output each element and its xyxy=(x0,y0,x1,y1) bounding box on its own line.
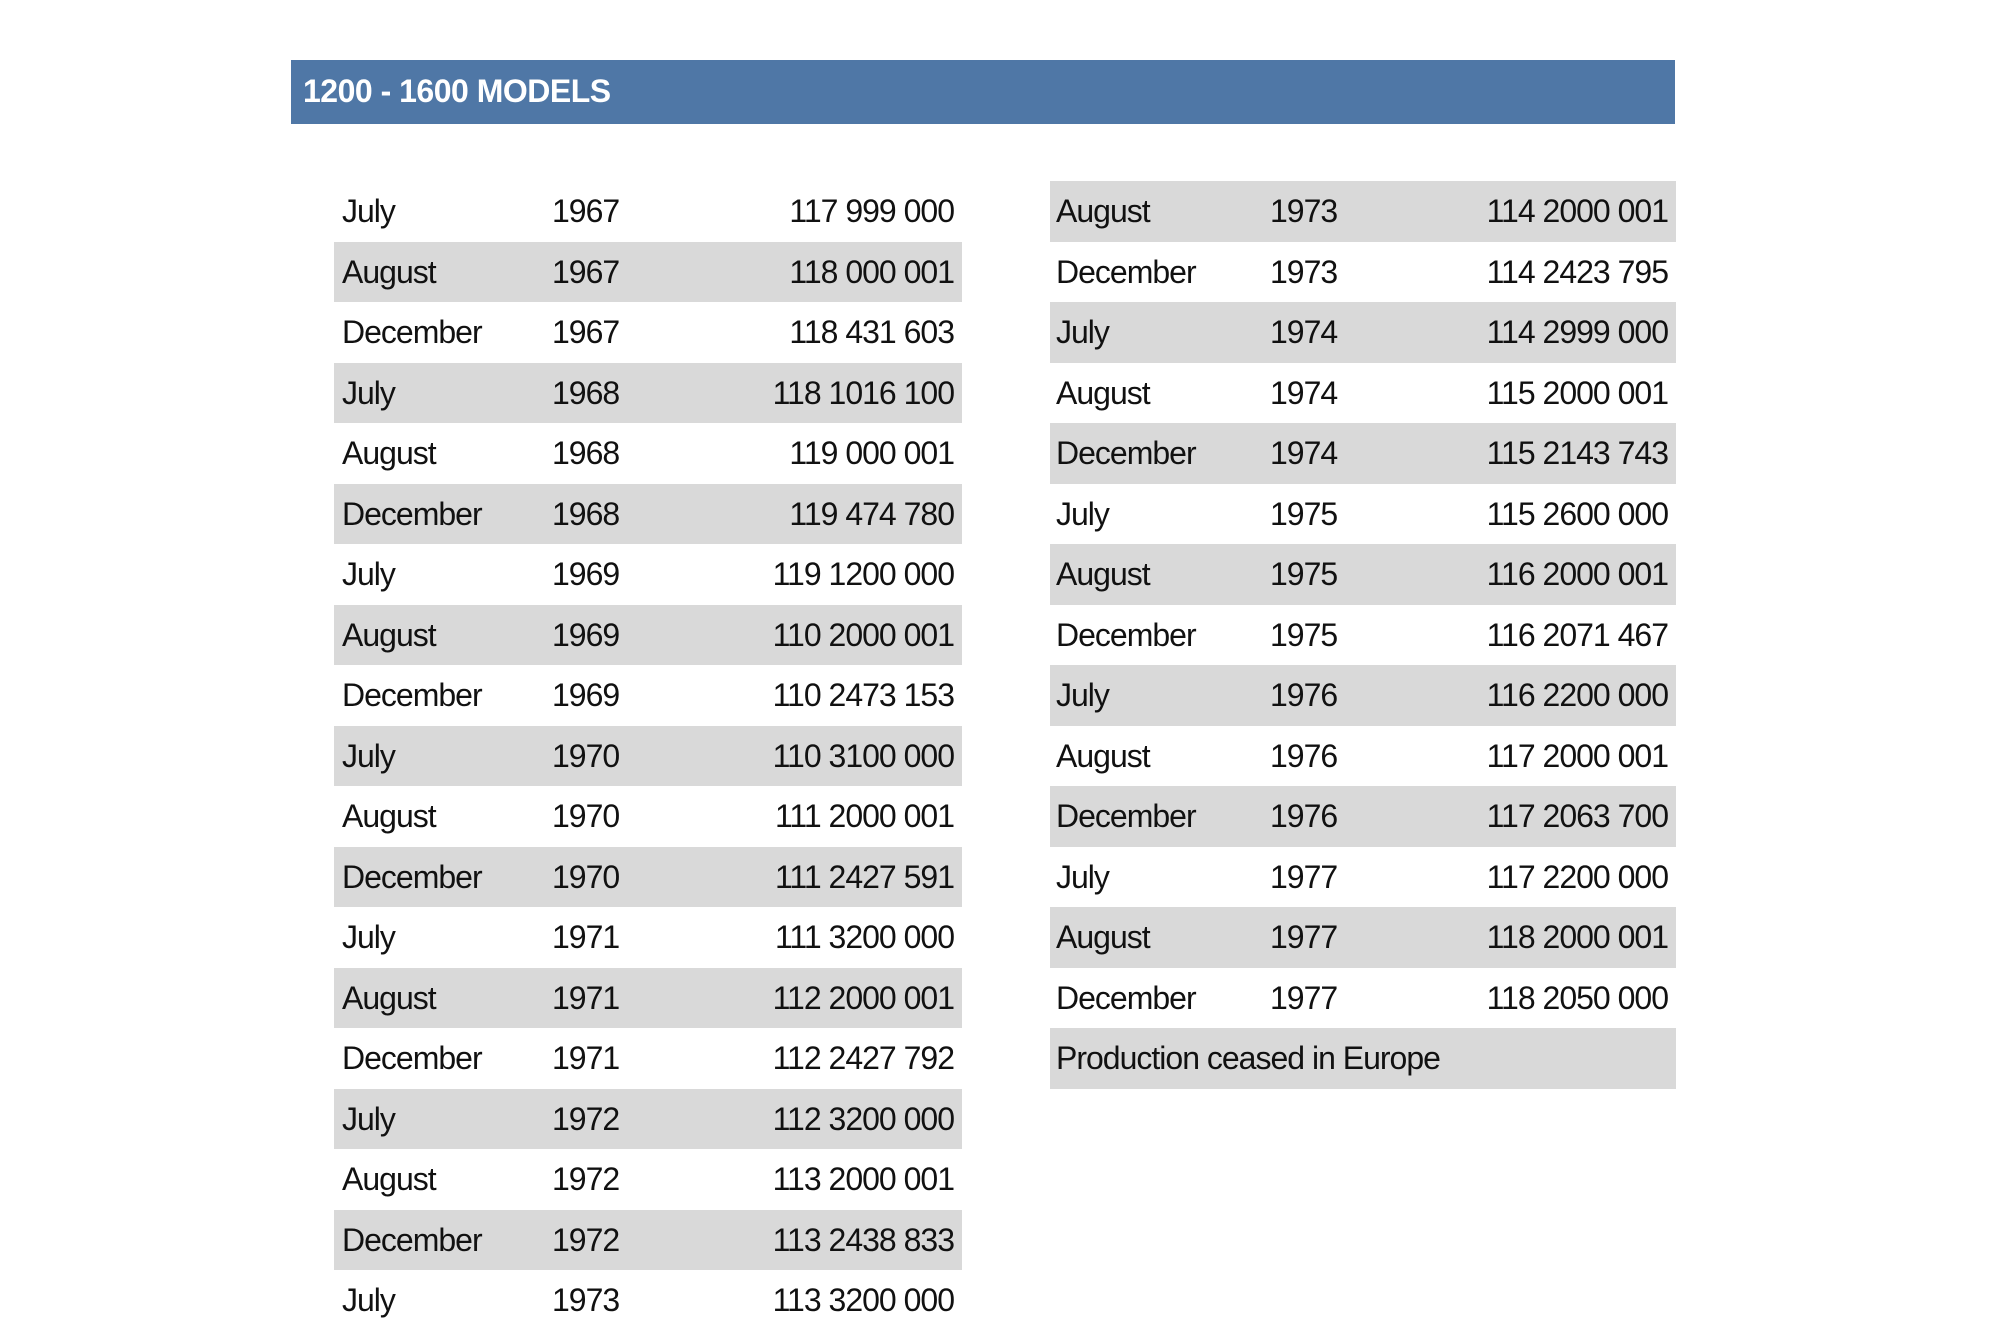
table-row xyxy=(334,968,962,1029)
year-cell: 1969 xyxy=(552,677,620,713)
month-cell: December xyxy=(342,858,482,895)
serial-number-cell: 115 2600 000 xyxy=(1486,495,1668,532)
month-cell: August xyxy=(342,435,436,471)
month-cell: August xyxy=(342,979,436,1016)
serial-number-cell: 116 2200 000 xyxy=(1486,677,1668,713)
serial-number-cell: 113 2000 001 xyxy=(772,1161,954,1197)
year-cell: 1976 xyxy=(1270,737,1338,774)
serial-number-cell: 111 2427 591 xyxy=(775,858,954,895)
year-cell: 1976 xyxy=(1270,677,1338,713)
month-cell: July xyxy=(1056,677,1109,713)
serial-table-right xyxy=(1050,181,1676,1089)
serial-number-cell: 118 2000 001 xyxy=(1486,919,1668,955)
month-cell: July xyxy=(1056,314,1109,350)
year-cell: 1974 xyxy=(1270,374,1338,411)
month-cell: August xyxy=(1056,193,1150,229)
table-row xyxy=(334,484,962,545)
production-note: Production ceased in Europe xyxy=(1056,1040,1440,1076)
month-cell: August xyxy=(342,253,436,290)
year-cell: 1972 xyxy=(552,1221,620,1258)
year-cell: 1973 xyxy=(1270,193,1338,229)
table-row xyxy=(1050,484,1676,545)
table-row xyxy=(1050,968,1676,1029)
month-cell: July xyxy=(342,374,395,411)
year-cell: 1969 xyxy=(552,556,620,592)
table-row xyxy=(1050,423,1676,484)
table-row xyxy=(1050,665,1676,726)
table-row xyxy=(1050,847,1676,908)
table-row xyxy=(334,1270,962,1331)
year-cell: 1975 xyxy=(1270,556,1338,592)
table-row xyxy=(334,1089,962,1150)
table-row xyxy=(1050,544,1676,605)
month-cell: July xyxy=(342,919,395,955)
year-cell: 1977 xyxy=(1270,858,1338,895)
serial-number-cell: 110 2473 153 xyxy=(772,677,954,713)
month-cell: August xyxy=(1056,556,1150,592)
year-cell: 1976 xyxy=(1270,798,1338,834)
year-cell: 1977 xyxy=(1270,979,1338,1016)
table-row xyxy=(334,1028,962,1089)
serial-number-cell: 111 2000 001 xyxy=(775,798,954,834)
section-header xyxy=(291,60,1675,124)
serial-number-cell: 110 3100 000 xyxy=(772,737,954,774)
table-row xyxy=(334,726,962,787)
year-cell: 1971 xyxy=(552,1040,620,1076)
month-cell: December xyxy=(1056,798,1196,834)
year-cell: 1967 xyxy=(552,314,620,350)
month-cell: December xyxy=(342,1040,482,1076)
serial-number-cell: 116 2000 001 xyxy=(1486,556,1668,592)
table-row xyxy=(334,544,962,605)
month-cell: December xyxy=(342,314,482,350)
serial-number-cell: 113 2438 833 xyxy=(772,1221,954,1258)
year-cell: 1968 xyxy=(552,435,620,471)
serial-number-cell: 118 2050 000 xyxy=(1486,979,1668,1016)
table-row xyxy=(334,907,962,968)
month-cell: July xyxy=(1056,858,1109,895)
table-row xyxy=(334,363,962,424)
serial-number-cell: 117 2063 700 xyxy=(1486,798,1668,834)
month-cell: December xyxy=(342,677,482,713)
year-cell: 1977 xyxy=(1270,919,1338,955)
year-cell: 1975 xyxy=(1270,616,1338,653)
year-cell: 1974 xyxy=(1270,314,1338,350)
table-row xyxy=(334,605,962,666)
serial-number-cell: 117 999 000 xyxy=(789,193,954,229)
table-row xyxy=(334,242,962,303)
serial-number-cell: 114 2999 000 xyxy=(1486,314,1668,350)
month-cell: July xyxy=(342,737,395,774)
year-cell: 1972 xyxy=(552,1100,620,1137)
table-row xyxy=(1050,302,1676,363)
table-row xyxy=(334,1149,962,1210)
year-cell: 1970 xyxy=(552,858,620,895)
year-cell: 1970 xyxy=(552,737,620,774)
serial-number-cell: 117 2000 001 xyxy=(1486,737,1668,774)
month-cell: July xyxy=(342,193,395,229)
table-row xyxy=(1050,363,1676,424)
serial-number-cell: 118 000 001 xyxy=(789,253,954,290)
serial-number-cell: 114 2000 001 xyxy=(1486,193,1668,229)
serial-number-cell: 111 3200 000 xyxy=(775,919,954,955)
month-cell: August xyxy=(342,798,436,834)
serial-number-cell: 117 2200 000 xyxy=(1486,858,1668,895)
serial-number-cell: 119 000 001 xyxy=(789,435,954,471)
year-cell: 1967 xyxy=(552,253,620,290)
month-cell: August xyxy=(342,616,436,653)
table-row xyxy=(334,1210,962,1271)
year-cell: 1975 xyxy=(1270,495,1338,532)
serial-number-cell: 119 1200 000 xyxy=(772,556,954,592)
table-row xyxy=(334,847,962,908)
serial-number-cell: 112 2000 001 xyxy=(772,979,954,1016)
serial-number-cell: 116 2071 467 xyxy=(1486,616,1668,653)
table-row xyxy=(334,423,962,484)
month-cell: August xyxy=(1056,919,1150,955)
month-cell: December xyxy=(1056,435,1196,471)
month-cell: July xyxy=(342,1282,395,1318)
serial-number-cell: 112 2427 792 xyxy=(772,1040,954,1076)
serial-number-cell: 118 431 603 xyxy=(789,314,954,350)
month-cell: July xyxy=(342,1100,395,1137)
month-cell: July xyxy=(342,556,395,592)
section-title: 1200 - 1600 MODELS xyxy=(303,73,611,109)
serial-number-cell: 118 1016 100 xyxy=(772,374,954,411)
serial-number-cell: 112 3200 000 xyxy=(772,1100,954,1137)
table-row xyxy=(1050,242,1676,303)
table-row xyxy=(1050,786,1676,847)
production-note-row xyxy=(1050,1028,1676,1089)
year-cell: 1971 xyxy=(552,979,620,1016)
month-cell: July xyxy=(1056,495,1109,532)
year-cell: 1974 xyxy=(1270,435,1338,471)
table-row xyxy=(334,181,962,242)
month-cell: August xyxy=(1056,374,1150,411)
table-row xyxy=(1050,605,1676,666)
serial-number-cell: 115 2000 001 xyxy=(1486,374,1668,411)
month-cell: December xyxy=(1056,253,1196,290)
serial-number-cell: 114 2423 795 xyxy=(1486,253,1668,290)
table-row xyxy=(334,665,962,726)
serial-table-left xyxy=(334,181,962,1331)
month-cell: December xyxy=(1056,979,1196,1016)
year-cell: 1973 xyxy=(1270,253,1338,290)
month-cell: December xyxy=(342,1221,482,1258)
table-row xyxy=(334,302,962,363)
table-row xyxy=(334,786,962,847)
year-cell: 1970 xyxy=(552,798,620,834)
serial-number-cell: 115 2143 743 xyxy=(1486,435,1668,471)
serial-number-cell: 113 3200 000 xyxy=(772,1282,954,1318)
table-row xyxy=(1050,907,1676,968)
year-cell: 1972 xyxy=(552,1161,620,1197)
year-cell: 1967 xyxy=(552,193,620,229)
year-cell: 1968 xyxy=(552,374,620,411)
table-row xyxy=(1050,726,1676,787)
serial-number-cell: 110 2000 001 xyxy=(772,616,954,653)
table-row xyxy=(1050,181,1676,242)
month-cell: August xyxy=(342,1161,436,1197)
year-cell: 1971 xyxy=(552,919,620,955)
year-cell: 1973 xyxy=(552,1282,620,1318)
year-cell: 1969 xyxy=(552,616,620,653)
serial-number-cell: 119 474 780 xyxy=(789,495,954,532)
month-cell: August xyxy=(1056,737,1150,774)
month-cell: December xyxy=(342,495,482,532)
year-cell: 1968 xyxy=(552,495,620,532)
month-cell: December xyxy=(1056,616,1196,653)
